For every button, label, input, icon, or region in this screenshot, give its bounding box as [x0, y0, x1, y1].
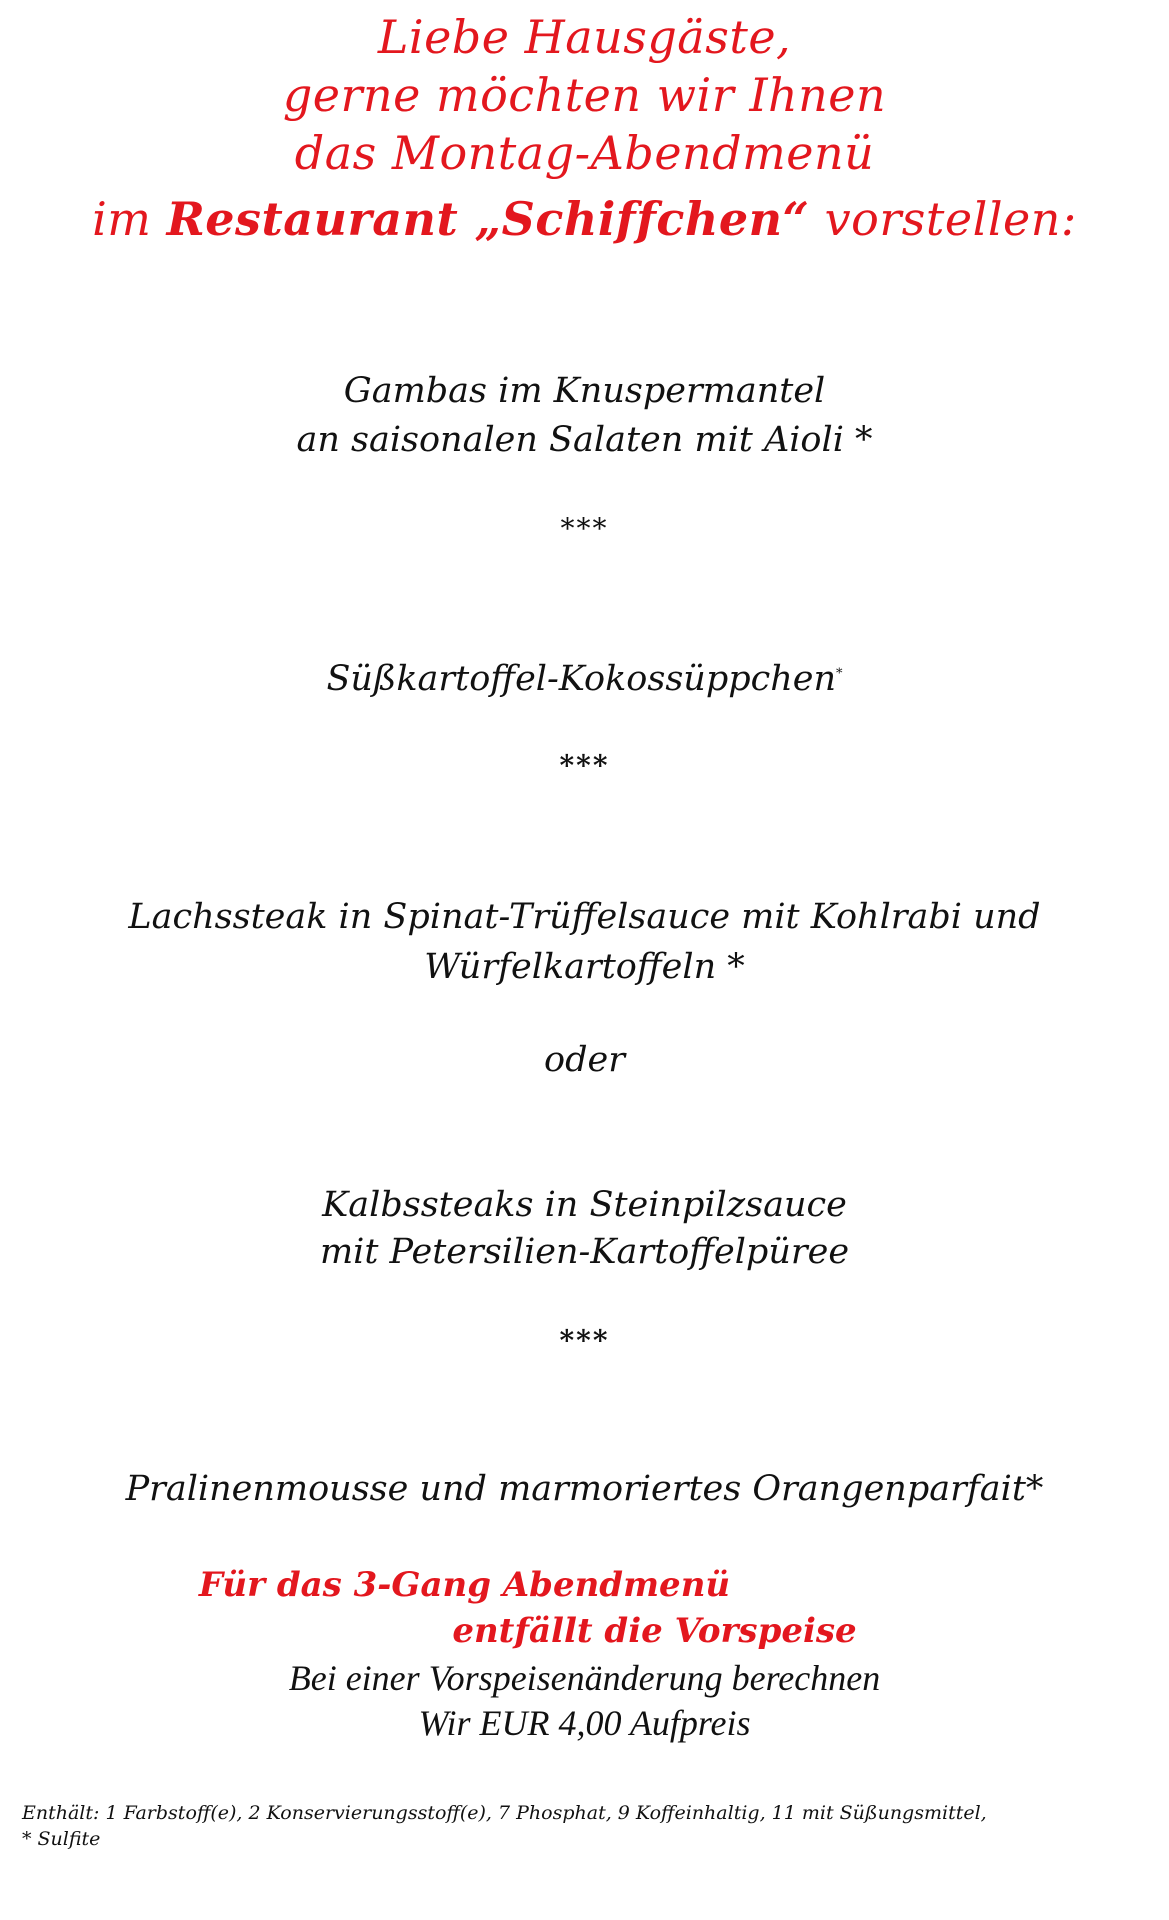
footnote-line-2: * Sulfite [22, 1828, 101, 1850]
main-1-line-2: Würfelkartoffeln * [424, 947, 745, 987]
main-1-line-1: Lachssteak in Spinat-Trüffelsauce mit Kohlrabi und [128, 897, 1041, 937]
footnote-line-1: Enthält: 1 Farbstoff(e), 2 Konservierungsstoff(e), 7 Phosphat, 9 Koffeinhaltig, 11 mit Süßungsmittel, [22, 1802, 987, 1824]
soup-line [0, 659, 1169, 699]
greeting-line-4-prefix: im [92, 192, 152, 246]
course-separator-2: *** [559, 749, 610, 782]
greeting-line-3: das Montag-Abendmenü [294, 126, 875, 180]
or-label: oder [544, 1040, 625, 1080]
soup-name: Süßkartoffel-Kokossüppchen [326, 659, 837, 699]
greeting-line-1: Liebe Hausgäste, [377, 10, 792, 64]
course-separator-3: *** [559, 1324, 610, 1357]
note-red-line-1: Für das 3-Gang Abendmenü [198, 1565, 731, 1605]
note-line-1: Bei einer Vorspeisenänderung berechnen [288, 1658, 881, 1698]
note-line-2: Wir EUR 4,00 Aufpreis [418, 1703, 751, 1743]
dessert-line: Pralinenmousse und marmoriertes Orangenparfait* [125, 1469, 1044, 1509]
starter-line-2: an saisonalen Salaten mit Aioli * [296, 420, 873, 460]
greeting-line-4-suffix: vorstellen: [824, 192, 1077, 246]
restaurant-name: Restaurant „Schiffchen“ [166, 192, 810, 246]
main-2-line-1: Kalbssteaks in Steinpilzsauce [322, 1185, 847, 1225]
greeting-line-4 [0, 192, 1169, 246]
soup-allergen-mark: * [836, 666, 843, 682]
greeting-line-2: gerne möchten wir Ihnen [282, 68, 887, 122]
main-2-line-2: mit Petersilien-Kartoffelpüree [319, 1232, 850, 1272]
note-red-line-2: entfällt die Vorspeise [452, 1611, 857, 1651]
allergen-footnote [22, 1800, 1152, 1852]
starter-line-1: Gambas im Knuspermantel [343, 371, 826, 411]
course-separator-1: *** [560, 512, 609, 545]
